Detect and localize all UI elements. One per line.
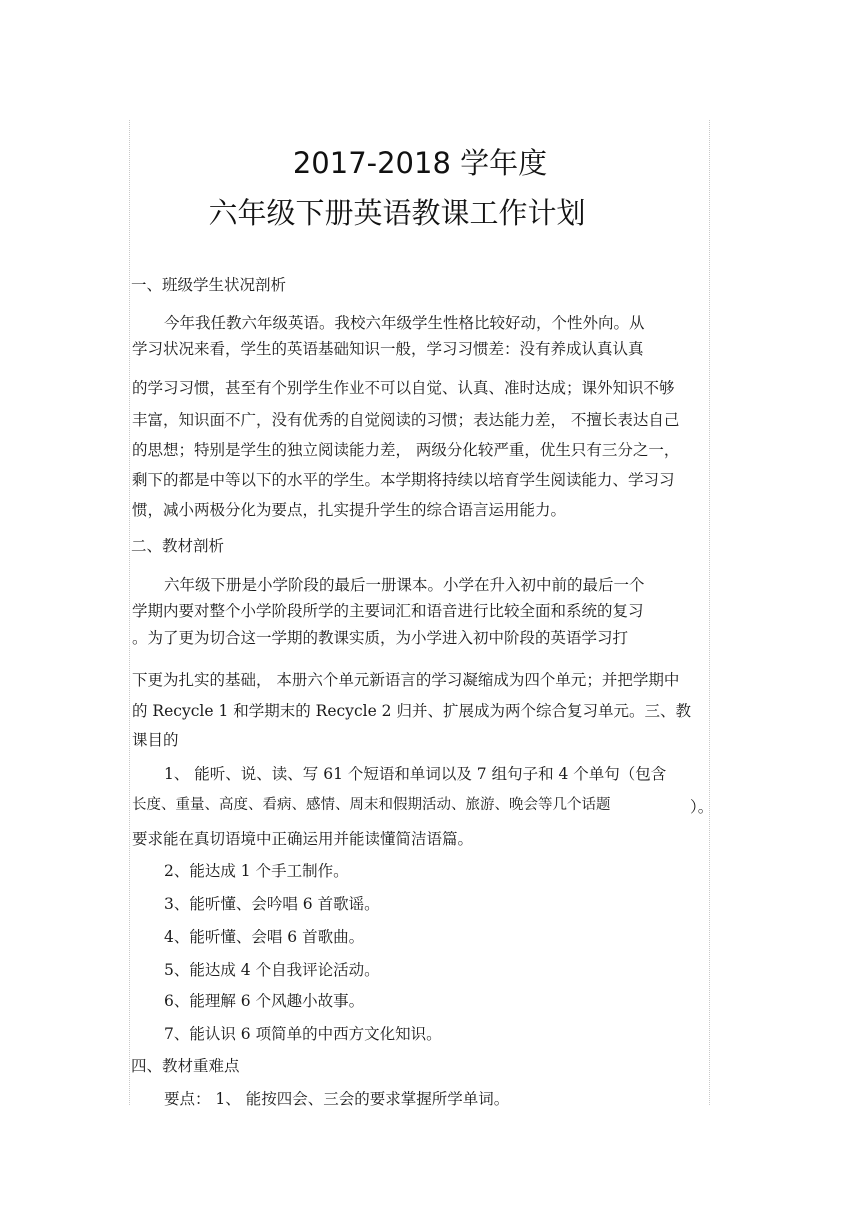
objective-item-7: 7、能认识 6 项简单的中西方文化知识。: [164, 1025, 442, 1043]
paragraph-line: 的 Recycle 1 和学期末的 Recycle 2 归并、扩展成为两个综合复习单元。三、教: [132, 702, 691, 720]
page-border-right: [709, 120, 710, 1105]
paragraph-line: 今年我任教六年级英语。我校六年级学生性格比较好动，个性外向。从: [164, 314, 645, 332]
paragraph-line: 下更为扎实的基础， 本册六个单元新语言的学习凝缩成为四个单元；并把学期中: [132, 671, 680, 689]
document-title-year: 2017-2018 学年度: [292, 146, 548, 180]
paragraph-line: 剩下的都是中等以下的水平的学生。本学期将持续以培育学生阅读能力、学习习: [132, 471, 675, 489]
section-heading-class-analysis: 一、班级学生状况剖析: [131, 276, 287, 294]
section-heading-textbook-analysis: 二、教材剖析: [131, 537, 225, 555]
objective-item-3: 3、能听懂、会吟唱 6 首歌谣。: [164, 895, 380, 913]
paragraph-line: 六年级下册是小学阶段的最后一册课本。小学在升入初中前的最后一个: [164, 576, 645, 594]
paragraph-line: 课目的: [132, 731, 179, 749]
key-point-item-1: 要点： 1、 能按四会、三会的要求掌握所学单词。: [164, 1090, 510, 1108]
section-heading-key-points: 四、教材重难点: [131, 1057, 240, 1075]
objective-item-5: 5、能达成 4 个自我评论活动。: [164, 961, 380, 979]
paragraph-line: 长度、重量、高度、看病、感情、周末和假期活动、旅游、晚会等几个话题: [132, 797, 611, 813]
paragraph-line: 惯，减小两极分化为要点，扎实提升学生的综合语言运用能力。: [132, 501, 567, 519]
paragraph-line: 的思想；特别是学生的独立阅读能力差， 两级分化较严重，优生只有三分之一，: [132, 441, 680, 459]
page-border-left: [129, 120, 130, 1105]
objective-item-4: 4、能听懂、会唱 6 首歌曲。: [164, 928, 365, 946]
paragraph-line: 学期内要对整个小学阶段所学的主要词汇和语音进行比较全面和系统的复习: [132, 602, 644, 620]
paragraph-line: 学习状况来看，学生的英语基础知识一般，学习习惯差：没有养成认真认真: [132, 340, 644, 358]
objective-item-1: 1、 能听、说、读、写 61 个短语和单词以及 7 组句子和 4 个单句（包含: [164, 765, 667, 783]
paragraph-line: 要求能在真切语境中正确运用并能读懂简洁语篇。: [132, 830, 474, 848]
objective-item-2: 2、能达成 1 个手工制作。: [164, 862, 349, 880]
paragraph-line: 。为了更为切合这一学期的教课实质，为小学进入初中阶段的英语学习打: [132, 629, 629, 647]
paragraph-line: 丰富，知识面不广，没有优秀的自觉阅读的习惯；表达能力差， 不擅长表达自己: [132, 411, 680, 429]
document-title-main: 六年级下册英语教课工作计划: [208, 196, 586, 230]
paragraph-line: 的学习习惯，甚至有个别学生作业不可以自觉、认真、准时达成；课外知识不够: [132, 379, 675, 397]
paragraph-line-end: ）。: [690, 798, 714, 816]
objective-item-6: 6、能理解 6 个风趣小故事。: [164, 992, 365, 1010]
